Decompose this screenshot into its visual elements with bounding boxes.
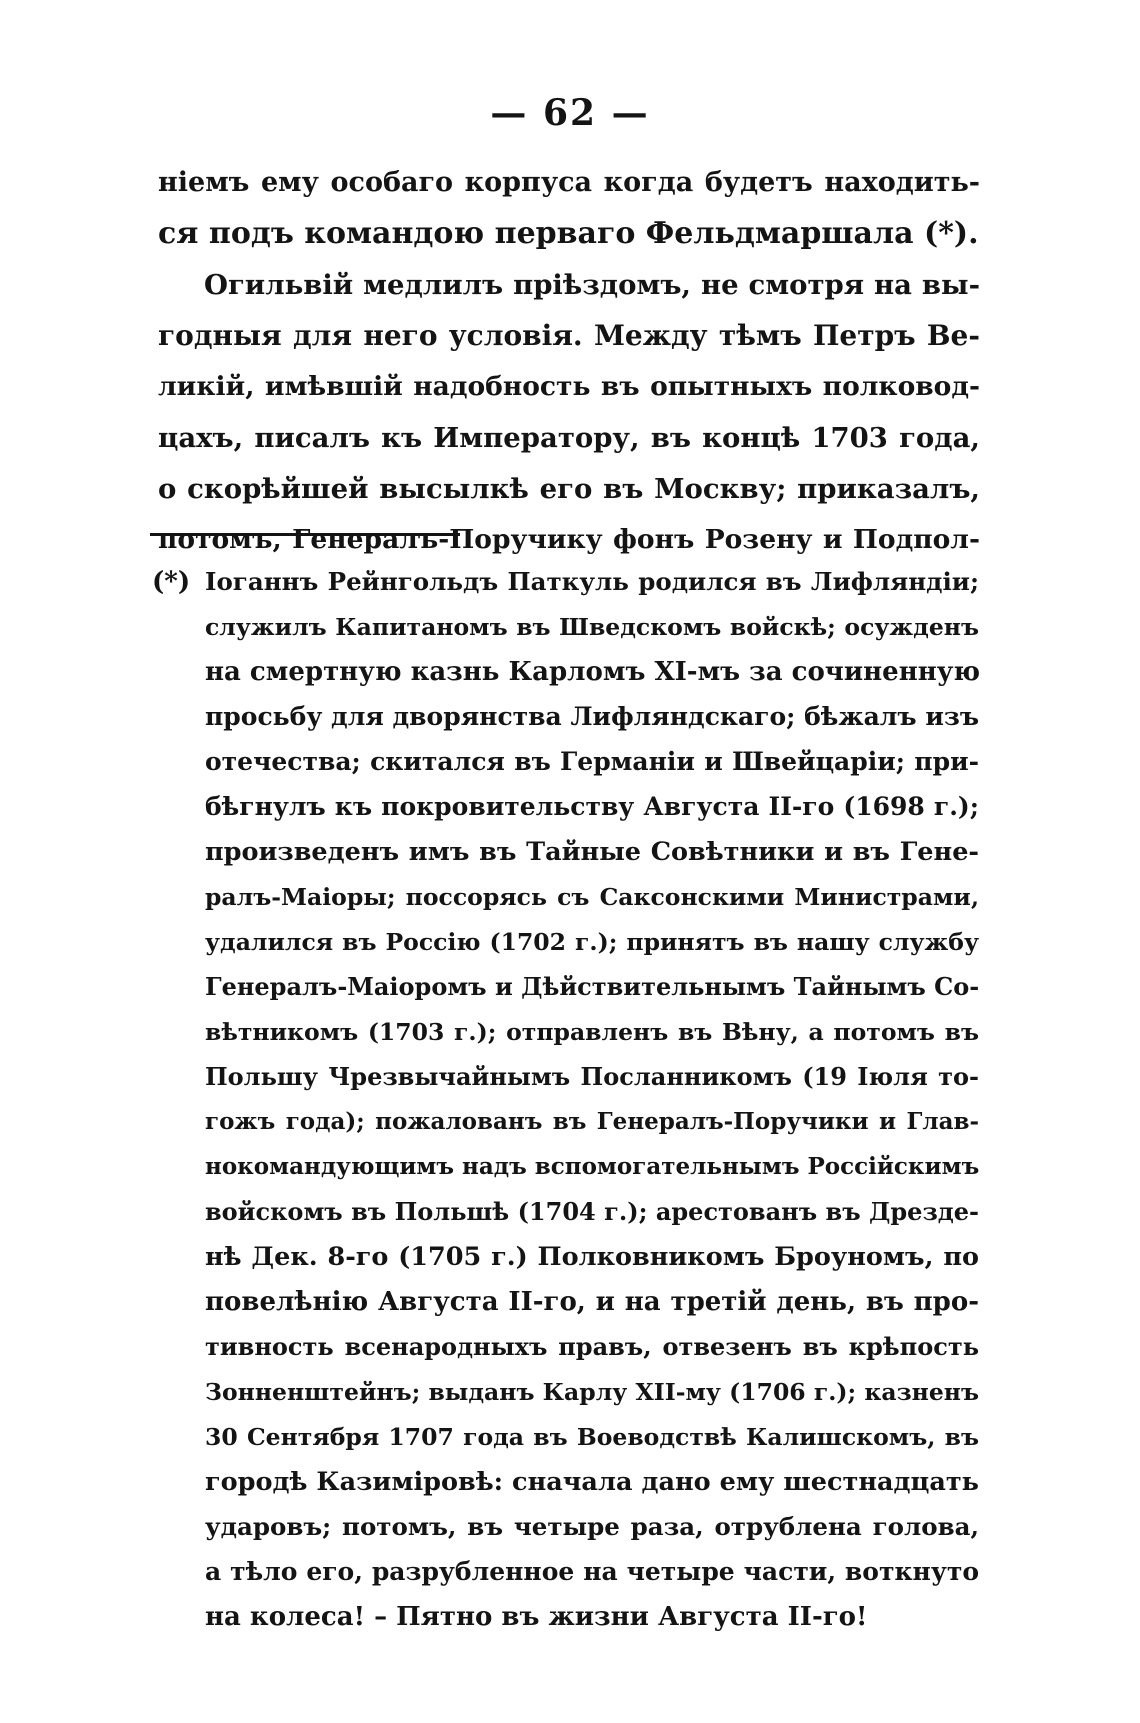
footnote-line: служилъ Капитаномъ въ Шведскомъ войскѣ; осужденъ: [205, 613, 979, 641]
footnote-line: удалился въ Россію (1702 г.); принятъ въ нашу службу: [205, 928, 979, 956]
main-text-line: годныя для него условія. Между тѣмъ Петръ Ве-: [158, 319, 980, 352]
footnote-line: на смертную казнь Карломъ XI-мъ за сочиненную: [205, 657, 981, 687]
footnote-line: отечества; скитался въ Германіи и Швейцаріи; при-: [205, 747, 979, 776]
footnote-line: тивность всенародныхъ правъ, отвезенъ въ крѣпость: [205, 1332, 979, 1361]
footnote-line: ударовъ; потомъ, въ четыре раза, отрублена голова,: [205, 1512, 979, 1541]
page-number: — 62 —: [490, 92, 650, 134]
footnote-line: вѣтникомъ (1703 г.); отправленъ въ Вѣну, а потомъ въ: [205, 1018, 979, 1046]
footnote-line: нокомандующимъ надъ вспомогательнымъ Россійскимъ: [205, 1153, 980, 1180]
footnote-line: просьбу для дворянства Лифляндскаго; бѣжалъ изъ: [205, 702, 979, 731]
main-text-line: Огильвій медлилъ пріѣздомъ, не смотря на вы-: [204, 269, 980, 301]
main-text-line: ніемъ ему особаго корпуса когда будетъ находить-: [158, 167, 980, 198]
footnote-line: произведенъ имъ въ Тайные Совѣтники и въ Гене-: [205, 837, 979, 867]
footnote-line: а тѣло его, разрубленное на четыре части, воткнуто: [205, 1557, 979, 1586]
main-text-line: о скорѣйшей высылкѣ его въ Москву; приказалъ,: [158, 473, 980, 505]
footnote-line: 30 Сентября 1707 года въ Воеводствѣ Калишскомъ, въ: [205, 1423, 979, 1451]
footnote-line: ралъ-Маіоры; поссорясь съ Саксонскими Министрами,: [205, 883, 979, 911]
footnote-line: гожъ года); пожалованъ въ Генералъ-Поручики и Глав-: [205, 1108, 979, 1135]
main-text-line: ся подъ командою перваго Фельдмаршала (*).: [158, 216, 979, 251]
footnote-line: бѣгнулъ къ покровительству Августа II-го (1698 г.);: [205, 792, 979, 821]
footnote-line: Зонненштейнъ; выданъ Карлу XII-му (1706 г.); казненъ: [205, 1378, 979, 1406]
main-text-line: цахъ, писалъ къ Императору, въ концѣ 1703 года,: [158, 422, 980, 454]
main-text-line: ликій, имѣвшій надобность въ опытныхъ полковод-: [158, 371, 980, 402]
footnote-line: на колеса! – Пятно въ жизни Августа II-го!: [205, 1602, 868, 1632]
footnote-line: войскомъ въ Польшѣ (1704 г.); арестованъ въ Дрезде-: [205, 1197, 979, 1226]
footnote-line: Іоганнъ Рейнгольдъ Паткуль родился въ Лифляндіи;: [205, 567, 979, 596]
footnote-line: Польшу Чрезвычайнымъ Посланникомъ (19 Іюля то-: [205, 1062, 979, 1091]
footnote-line: нѣ Дек. 8-го (1705 г.) Полковникомъ Броуномъ, по: [205, 1242, 979, 1272]
footnote-line: городѣ Казиміровѣ: сначала дано ему шестнадцать: [205, 1467, 979, 1497]
footnote-line: Генералъ-Маіоромъ и Дѣйствительнымъ Тайнымъ Со-: [205, 972, 980, 1001]
footnote-line: повелѣнію Августа II-го, и на третій день, въ про-: [205, 1287, 979, 1317]
footnote-marker: (*): [152, 567, 191, 597]
main-text-line: потомъ, Генералъ-Поручику фонъ Розену и Подпол-: [158, 524, 980, 555]
footnote-divider: [150, 533, 460, 536]
